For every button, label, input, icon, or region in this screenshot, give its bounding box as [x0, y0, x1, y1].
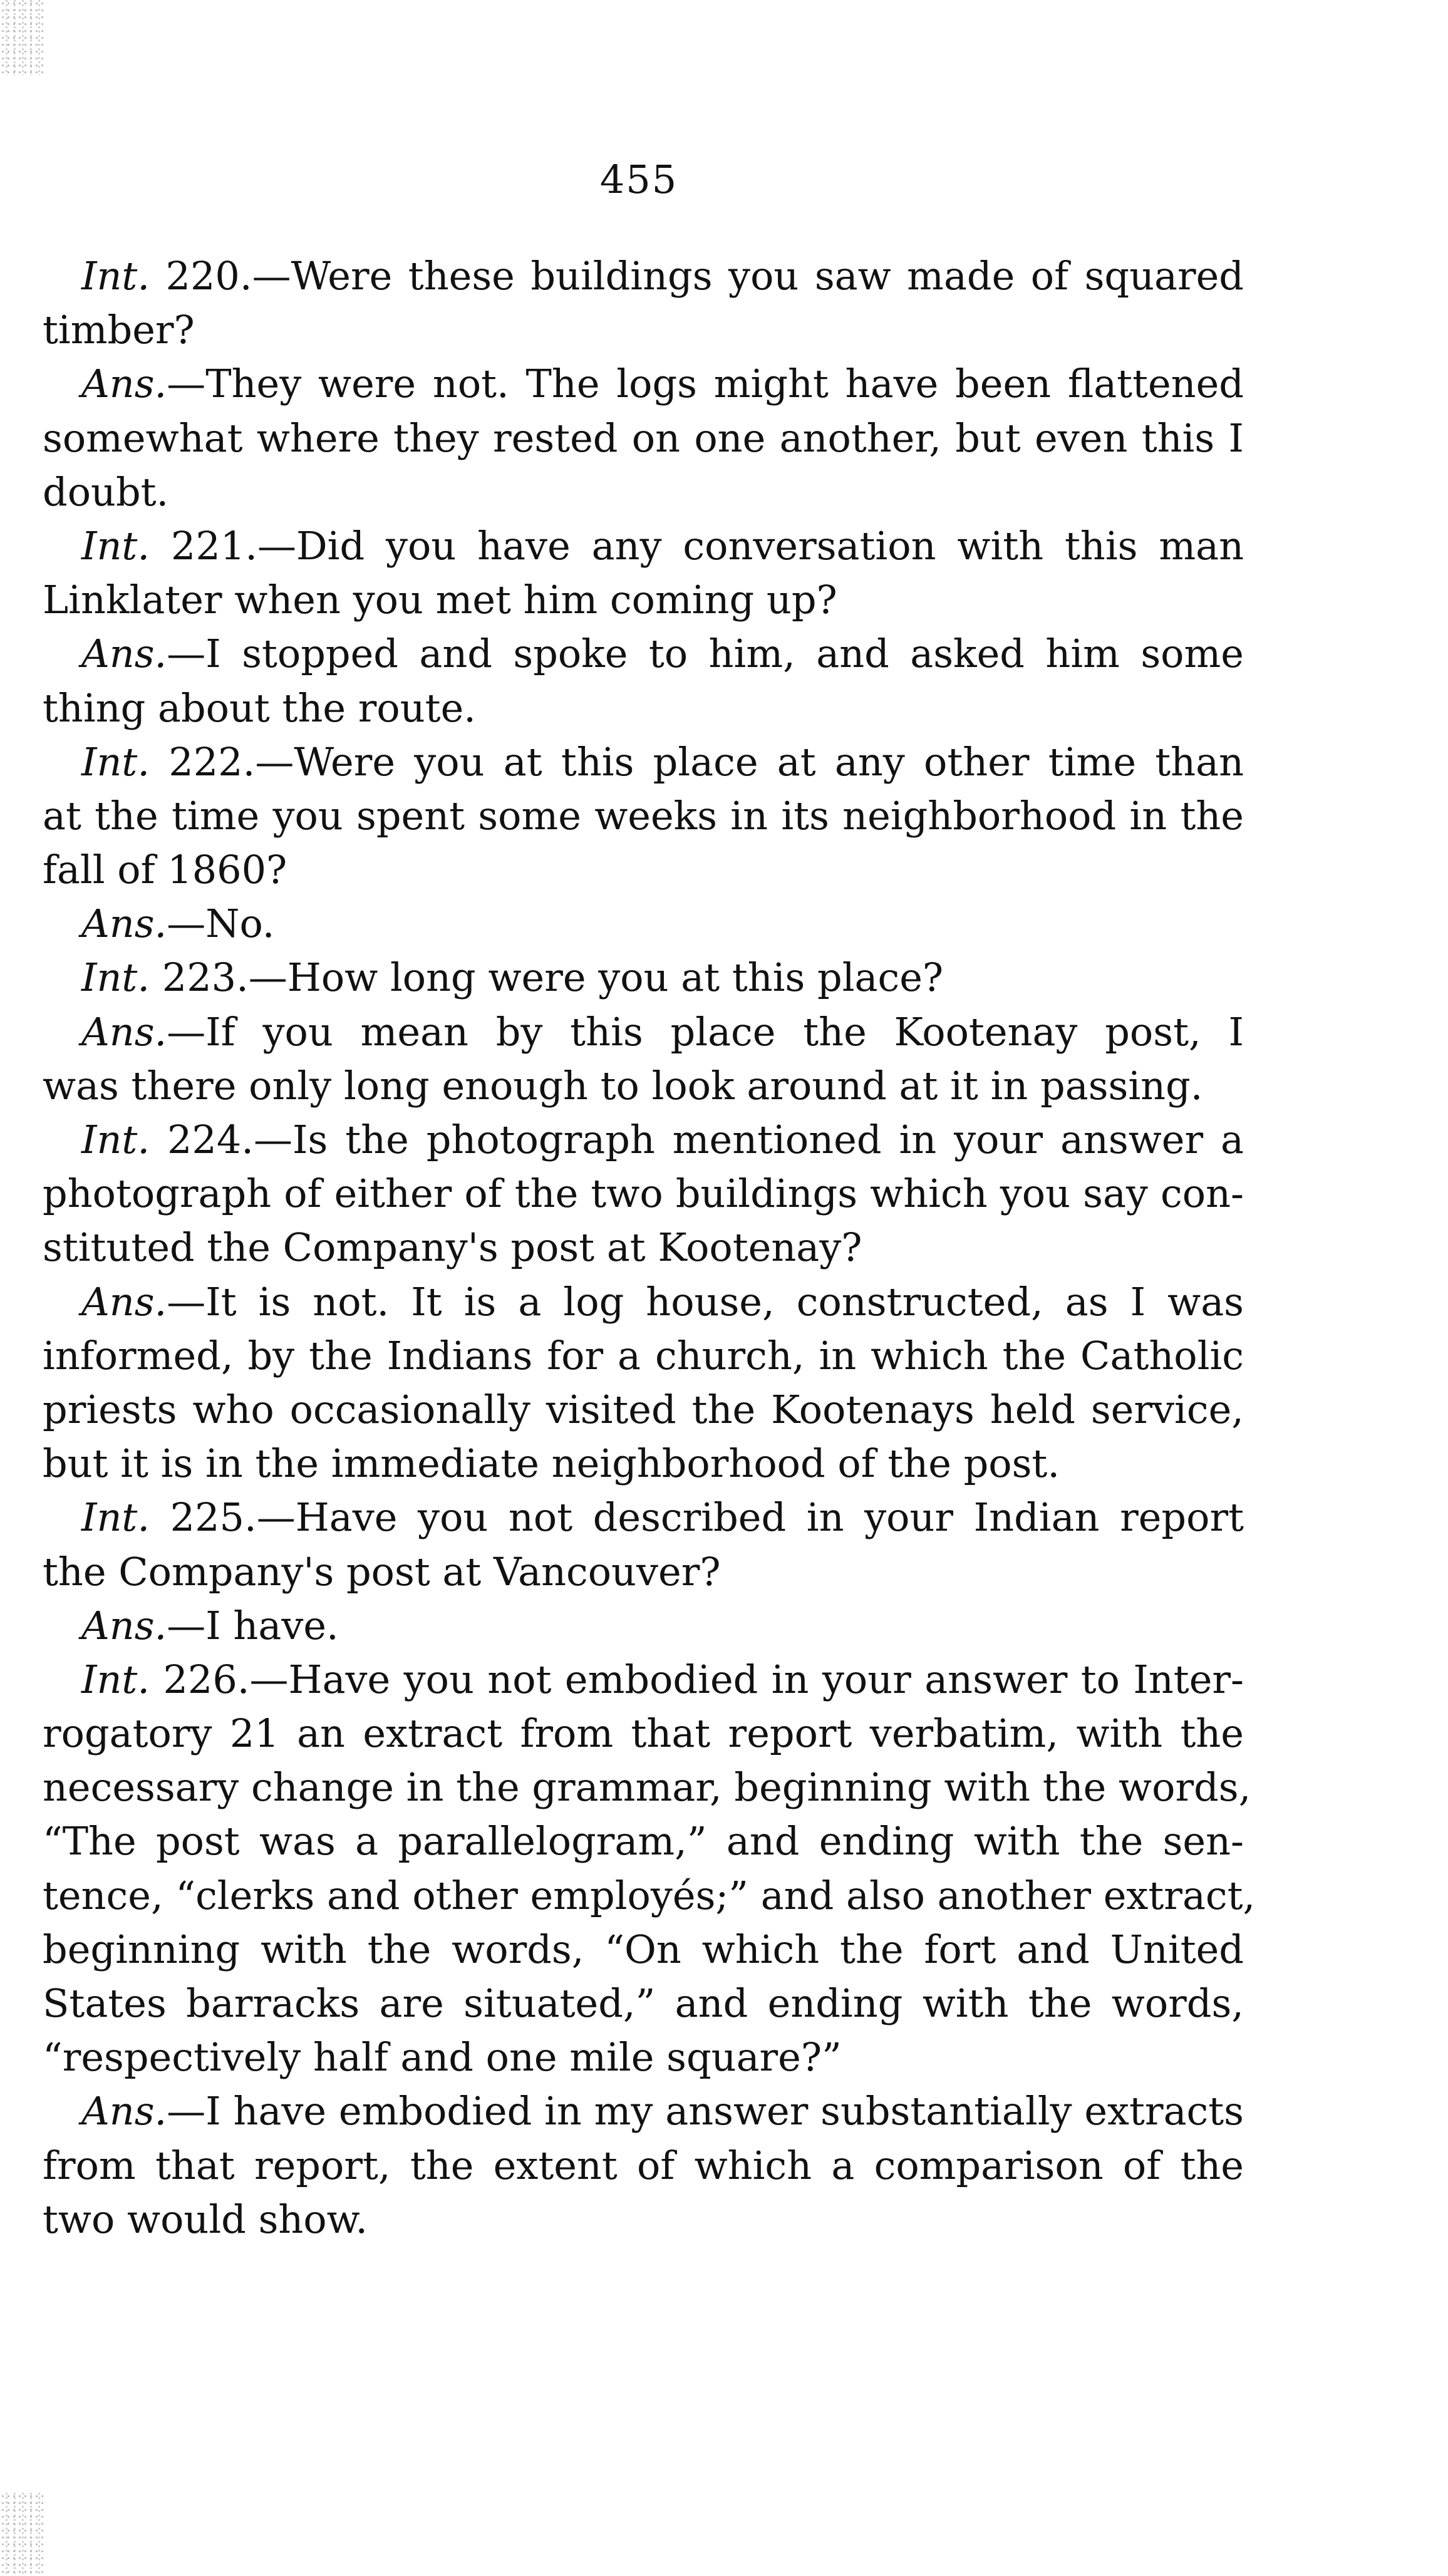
- text-line: [43, 2139, 1244, 2193]
- line-text: —It is not. It is a log house, constructed, as I was: [167, 1278, 1244, 1325]
- text-line: [43, 249, 1244, 303]
- line-text: at the time you spent some weeks in its neighborhood in the: [43, 792, 1244, 839]
- line-text: photograph of either of the two buildings which you say con-: [43, 1171, 1244, 1217]
- text-line: [43, 2193, 1244, 2247]
- line-text: priests who occasionally visited the Kootenays held service,: [43, 1386, 1244, 1432]
- speaker-label: Ans.: [81, 1008, 167, 1055]
- text-line: [43, 1059, 1244, 1113]
- text-line: [43, 1653, 1244, 1707]
- text-line: [43, 1869, 1256, 1923]
- line-text: 224.—Is the photograph mentioned in your answer a: [150, 1117, 1244, 1162]
- text-line: [43, 2030, 1244, 2084]
- line-text: rogatory 21 an extract from that report verbatim, with the: [43, 1710, 1244, 1757]
- line-text: 221.—Did you have any conversation with this man: [150, 522, 1244, 569]
- text-line: [43, 951, 1244, 1005]
- text-line: [43, 1491, 1244, 1544]
- text-line: [43, 1437, 1244, 1491]
- text-line: [43, 1383, 1244, 1437]
- text-line: [43, 1329, 1244, 1383]
- line-text: —They were not. The logs might have been flattened: [167, 361, 1244, 407]
- line-text: thing about the route.: [43, 685, 476, 731]
- speaker-label: Int.: [81, 1656, 150, 1702]
- line-text: Linklater when you met him coming up?: [43, 577, 837, 623]
- text-line: [43, 573, 1244, 627]
- line-text: 226.—Have you not embodied in your answer to Inter-: [150, 1656, 1244, 1702]
- line-text: “The post was a parallelogram,” and ending with the sen-: [43, 1818, 1244, 1865]
- line-text: fall of 1860?: [43, 847, 287, 893]
- text-line: [43, 1814, 1244, 1868]
- text-line: [43, 1977, 1244, 2030]
- line-text: 225.—Have you not described in your Indian report: [150, 1494, 1244, 1541]
- speaker-label: Ans.: [81, 1602, 167, 1648]
- speaker-label: Int.: [81, 954, 150, 1001]
- speaker-label: Ans.: [81, 631, 167, 677]
- line-text: the Company's post at Vancouver?: [43, 1548, 721, 1595]
- line-text: States barracks are situated,” and ending with the words,: [43, 1980, 1244, 2026]
- speaker-label: Ans.: [81, 2088, 167, 2134]
- speaker-label: Int.: [81, 253, 150, 299]
- speaker-label: Ans.: [81, 361, 167, 407]
- text-line: [43, 2084, 1244, 2138]
- text-line: [43, 897, 1244, 951]
- text-line: [43, 843, 1244, 897]
- text-line: [43, 1221, 1244, 1275]
- line-text: from that report, the extent of which a comparison of the: [43, 2142, 1244, 2188]
- line-text: —I have.: [167, 1602, 339, 1648]
- scan-noise: [0, 2493, 44, 2576]
- line-text: two would show.: [43, 2196, 368, 2242]
- speaker-label: Int.: [81, 522, 150, 569]
- speaker-label: Int.: [81, 1117, 150, 1162]
- line-text: doubt.: [43, 468, 169, 515]
- line-text: —I have embodied in my answer substantially extracts: [167, 2088, 1244, 2134]
- text-line: [43, 627, 1244, 681]
- line-text: —I stopped and spoke to him, and asked him some: [167, 631, 1244, 677]
- text-line: [43, 1005, 1244, 1059]
- text-line: [43, 465, 1244, 519]
- scan-noise: [0, 0, 44, 75]
- line-text: 220.—Were these buildings you saw made of squared: [150, 253, 1244, 299]
- line-text: beginning with the words, “On which the fort and United: [43, 1926, 1244, 1972]
- text-line: [43, 519, 1244, 573]
- line-text: informed, by the Indians for a church, in which the Catholic: [43, 1332, 1244, 1379]
- text-line: [43, 1167, 1244, 1221]
- line-text: —No.: [167, 901, 275, 947]
- line-text: 223.—How long were you at this place?: [150, 954, 944, 1001]
- line-text: was there only long enough to look around at it in passing.: [43, 1062, 1203, 1109]
- line-text: but it is in the immediate neighborhood of the post.: [43, 1441, 1060, 1487]
- text-line: [43, 1923, 1244, 1977]
- speaker-label: Ans.: [81, 901, 167, 947]
- line-text: “respectively half and one mile square?”: [43, 2034, 842, 2081]
- text-line: [43, 1545, 1244, 1599]
- line-text: stituted the Company's post at Kootenay?: [43, 1224, 862, 1271]
- text-line: [43, 357, 1244, 411]
- line-text: 222.—Were you at this place at any other time than: [150, 738, 1244, 785]
- text-line: [43, 1113, 1244, 1167]
- page-number: 455: [599, 157, 678, 202]
- text-line: [43, 303, 1244, 357]
- text-line: [43, 1599, 1244, 1653]
- text-line: [43, 735, 1244, 789]
- body-text: [43, 249, 1256, 2247]
- line-text: somewhat where they rested on one another, but even this I: [43, 415, 1244, 461]
- line-text: timber?: [43, 307, 195, 353]
- text-line: [43, 681, 1244, 735]
- line-text: —If you mean by this place the Kootenay post, I: [167, 1008, 1244, 1055]
- line-text: tence, “clerks and other employés;” and also another extract,: [43, 1872, 1256, 1918]
- speaker-label: Int.: [81, 1494, 150, 1541]
- speaker-label: Int.: [81, 738, 150, 785]
- text-line: [43, 1707, 1244, 1761]
- text-line: [43, 789, 1244, 843]
- text-line: [43, 1275, 1244, 1329]
- line-text: necessary change in the grammar, beginning with the words,: [43, 1764, 1251, 1811]
- speaker-label: Ans.: [81, 1278, 167, 1325]
- text-line: [43, 1761, 1251, 1814]
- text-line: [43, 411, 1244, 465]
